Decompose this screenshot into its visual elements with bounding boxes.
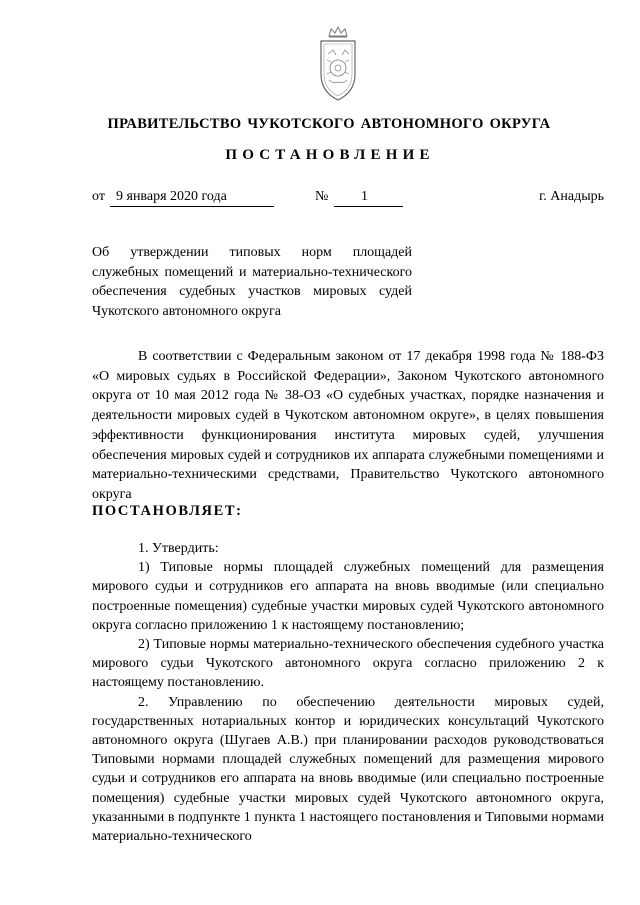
decree-date: 9 января 2020 года <box>110 189 274 207</box>
coat-of-arms-icon <box>309 22 367 108</box>
item-paragraph: 1. Утвердить: <box>138 541 219 556</box>
government-title: ПРАВИТЕЛЬСТВО ЧУКОТСКОГО АВТОНОМНОГО ОКРУГА <box>107 116 551 132</box>
item-paragraph: 2) Типовые нормы материально-технического обеспечения судебного участка мирового судьи Чукотского автономного округа согласно приложению 2 к настоящему постановлению. <box>92 637 604 691</box>
city-name: г. Анадырь <box>539 189 604 204</box>
preamble-paragraph: В соответствии с Федеральным законом от 17 декабря 1998 года № 188-ФЗ «О мировых судьях в Российской Федерации», Законом Чукотского автономного округа от 10 мая 2012 года № 38-ОЗ «О судебных участках, порядке назначения и деятельности мировых судей в Чукотском автономном округе», в целях повышения эффективности функционирования института мировых судей, улучшения обеспечения мировых судей и сотрудников их аппарата служебными помещениями и материально-техническими средствами, Правительство Чукотского автономного округа <box>92 349 604 502</box>
decree-type-title: ПОСТАНОВЛЕНИЕ <box>225 147 435 163</box>
from-label: от <box>92 189 105 204</box>
decree-subject: Об утверждении типовых норм площадей служебных помещений и материально-технического обеспечения судебных участков мировых судей Чукотского автономного округа <box>92 245 412 319</box>
resolves-heading: ПОСТАНОВЛЯЕТ: <box>92 503 243 519</box>
item-paragraph: 1) Типовые нормы площадей служебных помещений для размещения мирового судьи и сотрудников его аппарата на вновь вводимые (или специально построенные помещения) судебные участки мировых судей Чукотского автономного округа согласно приложению 1 к настоящему постановлению; <box>92 560 604 633</box>
decree-body <box>92 539 604 846</box>
date-number-row <box>92 189 604 209</box>
coat-of-arms-emblem <box>309 22 367 108</box>
number-label: № <box>315 189 329 204</box>
item-paragraph: 2. Управлению по обеспечению деятельности мировых судей, государственных нотариальных контор и юридических консультаций Чукотского автономного округа (Шугаев А.В.) при планировании расходов руководствоваться Типовыми нормами площадей служебных помещений для размещения мирового судьи и сотрудников его аппарата на вновь вводимые (или специально построенные помещения) судебные участки мировых судей Чукотского автономного округа, указанными в подпункте 1 пункта 1 настоящего постановления и Типовыми нормами материально-технического <box>92 694 604 845</box>
decree-number: 1 <box>334 189 403 207</box>
